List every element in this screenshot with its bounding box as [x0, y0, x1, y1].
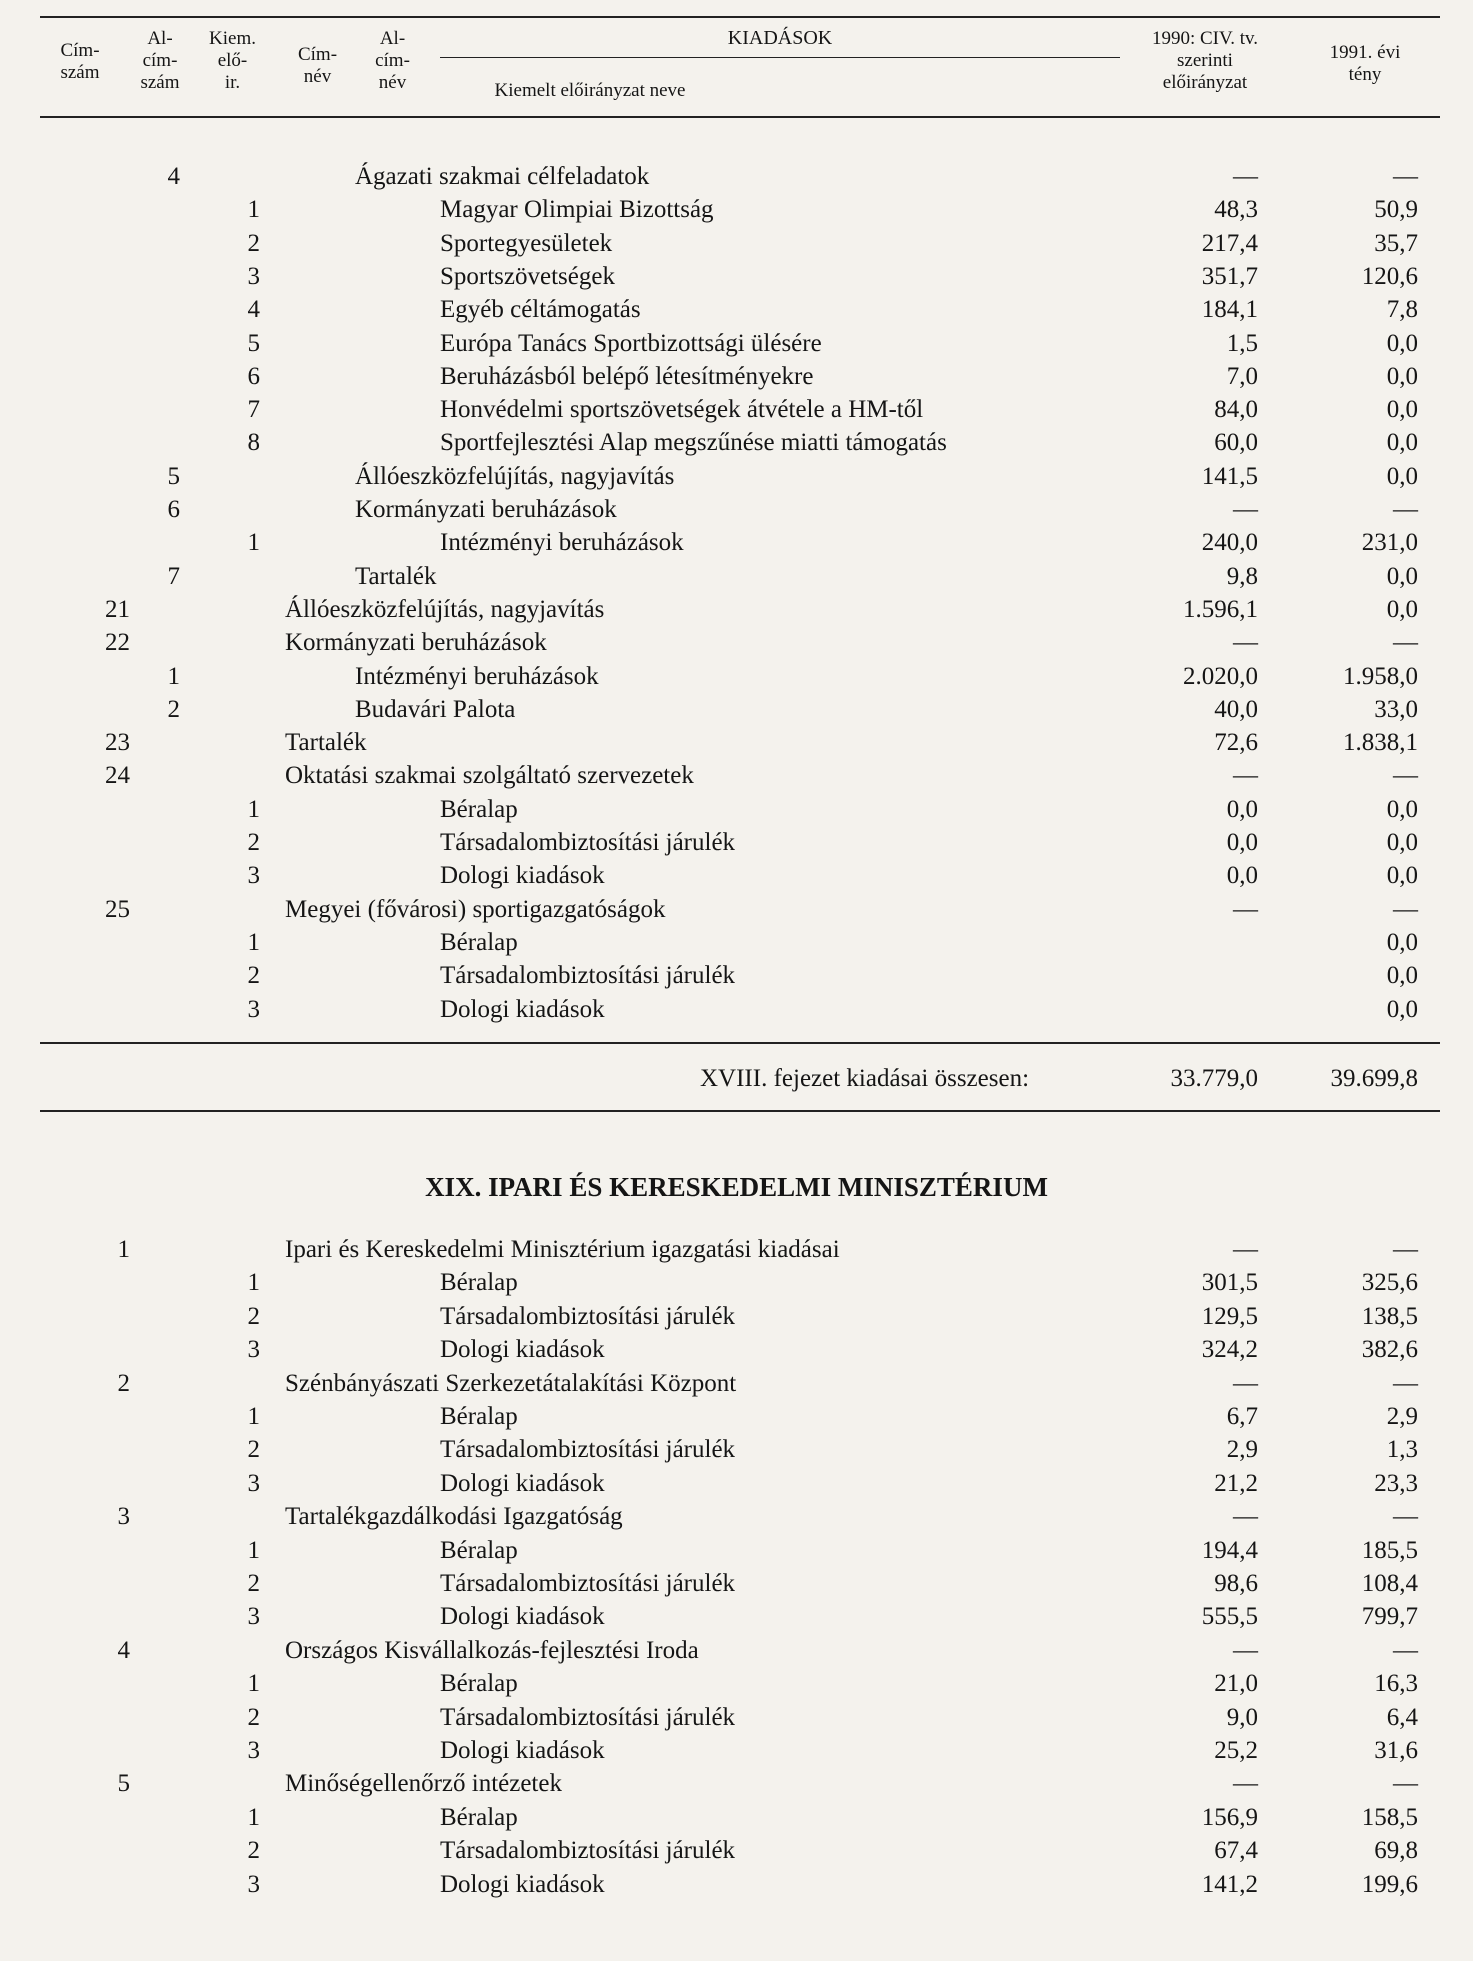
teny-cell: 0,0	[1386, 829, 1418, 856]
table-row	[0, 560, 1473, 593]
teny-cell: 23,3	[1374, 1469, 1418, 1497]
total-top-rule	[40, 1042, 1440, 1044]
eloiranyzat-cell: 2.020,0	[1183, 662, 1258, 690]
name-cell: Társadalombiztosítási járulék	[440, 1302, 736, 1330]
top-rule	[40, 16, 1440, 18]
teny-cell: 1.838,1	[1343, 729, 1418, 757]
eloiranyzat-cell: 184,1	[1201, 296, 1258, 324]
teny-cell: 0,0	[1386, 795, 1418, 823]
kiemelt-cell: 4	[247, 296, 260, 324]
name-cell: Sportszövetségek	[440, 262, 615, 290]
eloiranyzat-cell: 67,4	[1214, 1837, 1258, 1865]
table-row	[0, 726, 1473, 759]
cimszam-cell: 2	[117, 1369, 130, 1397]
name-cell: Magyar Olimpiai Bizottság	[440, 196, 714, 224]
table-row	[0, 493, 1473, 526]
eloiranyzat-cell: 217,4	[1201, 229, 1258, 257]
name-cell: Béralap	[440, 1403, 518, 1430]
teny-cell: —	[1393, 629, 1418, 657]
teny-cell: 158,5	[1361, 1803, 1418, 1831]
kiemelt-cell: 2	[247, 1302, 260, 1330]
header-cimszam: Cím- szám	[60, 40, 100, 83]
kiemelt-cell: 1	[247, 529, 260, 557]
name-cell: Országos Kisvállalkozás-fejlesztési Iroda	[285, 1636, 699, 1664]
eloiranyzat-cell: —	[1233, 1503, 1258, 1531]
teny-cell: —	[1393, 163, 1418, 190]
eloiranyzat-cell: 351,7	[1201, 262, 1258, 290]
table-row	[0, 327, 1473, 360]
table-row	[0, 1701, 1473, 1734]
teny-cell: —	[1393, 1770, 1418, 1798]
header-bottom-rule	[40, 116, 1440, 118]
cimszam-cell: 23	[105, 729, 130, 757]
teny-cell: 33,0	[1374, 695, 1418, 723]
teny-cell: 382,6	[1361, 1336, 1418, 1364]
kiemelt-cell: 2	[247, 962, 260, 990]
kiemelt-cell: 3	[247, 1870, 260, 1898]
kiemelt-cell: 5	[247, 329, 260, 357]
eloiranyzat-cell: 9,8	[1226, 562, 1258, 590]
table-row	[0, 460, 1473, 493]
table-row	[0, 1534, 1473, 1567]
teny-cell: 0,0	[1386, 462, 1418, 490]
eloiranyzat-cell: 555,5	[1201, 1603, 1258, 1631]
eloiranyzat-cell: 48,3	[1214, 196, 1258, 224]
kiemelt-cell: 1	[247, 1803, 260, 1831]
table-row	[0, 227, 1473, 260]
kiemelt-cell: 2	[247, 829, 260, 856]
teny-cell: 1.958,0	[1343, 662, 1418, 690]
name-cell: Megyei (fővárosi) sportigazgatóságok	[285, 895, 666, 923]
teny-cell: 35,7	[1374, 229, 1418, 257]
table-row	[0, 193, 1473, 226]
teny-cell: 0,0	[1386, 995, 1418, 1023]
table-row	[0, 1834, 1473, 1867]
table-row	[0, 1868, 1473, 1901]
table-row	[0, 160, 1473, 193]
alcimszam-cell: 2	[167, 695, 180, 723]
eloiranyzat-cell: 240,0	[1201, 529, 1258, 557]
teny-cell: —	[1393, 1236, 1418, 1263]
cimszam-cell: 5	[117, 1770, 130, 1798]
header-kiadasok: KIADÁSOK	[727, 27, 833, 49]
teny-cell: —	[1393, 895, 1418, 923]
teny-cell: 31,6	[1374, 1737, 1418, 1764]
eloiranyzat-cell: 21,2	[1214, 1469, 1258, 1497]
name-cell: Sportegyesületek	[440, 229, 613, 257]
teny-cell: 231,0	[1361, 529, 1418, 557]
table-row	[0, 893, 1473, 926]
kiemelt-cell: 7	[247, 396, 260, 424]
kiemelt-cell: 1	[247, 1536, 260, 1564]
table-row	[0, 293, 1473, 326]
table-row	[0, 260, 1473, 293]
table-row	[0, 1600, 1473, 1633]
eloiranyzat-cell: 156,9	[1201, 1803, 1258, 1831]
eloiranyzat-cell: 194,4	[1201, 1536, 1258, 1564]
name-cell: Budavári Palota	[355, 695, 516, 723]
name-cell: Béralap	[440, 795, 518, 823]
eloiranyzat-cell: 84,0	[1214, 396, 1258, 424]
table-row	[0, 1233, 1473, 1266]
table-row	[0, 1801, 1473, 1834]
name-cell: Kormányzati beruházások	[355, 496, 617, 523]
name-cell: Dologi kiadások	[440, 1870, 605, 1898]
table-row	[0, 1767, 1473, 1800]
kiemelt-cell: 3	[247, 1469, 260, 1497]
name-cell: Társadalombiztosítási járulék	[440, 1837, 736, 1865]
name-cell: Béralap	[440, 928, 518, 956]
teny-cell: 2,9	[1386, 1403, 1418, 1430]
name-cell: Tartalék	[355, 562, 437, 590]
table-row	[0, 1667, 1473, 1700]
teny-cell: —	[1393, 496, 1418, 523]
eloiranyzat-cell: 0,0	[1226, 795, 1258, 823]
alcimszam-cell: 6	[167, 496, 180, 523]
teny-cell: —	[1393, 762, 1418, 790]
cimszam-cell: 22	[105, 629, 130, 657]
table-row	[0, 526, 1473, 559]
table-row	[0, 926, 1473, 959]
alcimszam-cell: 4	[167, 163, 180, 190]
teny-cell: 0,0	[1386, 962, 1418, 990]
eloiranyzat-cell: 324,2	[1201, 1336, 1258, 1364]
eloiranyzat-cell: 40,0	[1214, 695, 1258, 723]
teny-cell: —	[1393, 1636, 1418, 1664]
name-cell: Béralap	[440, 1670, 518, 1698]
header-teny: 1991. évi tény	[1329, 42, 1401, 85]
header-kiemelt-nev: Kiemelt előirányzat neve	[494, 80, 686, 101]
eloiranyzat-cell: 1,5	[1226, 329, 1258, 357]
header-eloiranyzat: 1990: CIV. tv. szerinti előirányzat	[1151, 28, 1259, 93]
total-value-1991: 39.699,8	[1330, 1065, 1418, 1092]
name-cell: Béralap	[440, 1803, 518, 1831]
name-cell: Intézményi beruházások	[355, 662, 599, 690]
kiemelt-cell: 2	[247, 1837, 260, 1865]
table-row	[0, 859, 1473, 892]
name-cell: Társadalombiztosítási járulék	[440, 1436, 736, 1464]
teny-cell: 799,7	[1361, 1603, 1418, 1631]
teny-cell: 120,6	[1361, 262, 1418, 290]
kiemelt-cell: 6	[247, 362, 260, 390]
teny-cell: 1,3	[1386, 1436, 1418, 1464]
name-cell: Beruházásból belépő létesítményekre	[440, 362, 814, 390]
eloiranyzat-cell: 6,7	[1226, 1403, 1258, 1430]
kiemelt-cell: 1	[247, 1403, 260, 1430]
eloiranyzat-cell: —	[1233, 762, 1258, 790]
teny-cell: 0,0	[1386, 562, 1418, 590]
cimszam-cell: 25	[105, 895, 130, 923]
cimszam-cell: 24	[105, 762, 130, 790]
teny-cell: 6,4	[1386, 1703, 1418, 1731]
eloiranyzat-cell: —	[1233, 629, 1258, 657]
eloiranyzat-cell: 7,0	[1226, 362, 1258, 390]
teny-cell: —	[1393, 1503, 1418, 1531]
eloiranyzat-cell: 141,5	[1201, 462, 1258, 490]
name-cell: Európa Tanács Sportbizottsági ülésére	[440, 329, 822, 357]
total-bottom-rule	[40, 1110, 1440, 1112]
eloiranyzat-cell: 9,0	[1226, 1703, 1258, 1731]
name-cell: Oktatási szakmai szolgáltató szervezetek	[285, 762, 694, 790]
table-row	[0, 759, 1473, 792]
teny-cell: 108,4	[1361, 1570, 1418, 1597]
cimszam-cell: 3	[117, 1503, 130, 1531]
eloiranyzat-cell: —	[1233, 496, 1258, 523]
kiemelt-cell: 3	[247, 862, 260, 890]
name-cell: Állóeszközfelújítás, nagyjavítás	[285, 595, 605, 623]
eloiranyzat-cell: —	[1233, 1770, 1258, 1798]
teny-cell: 0,0	[1386, 429, 1418, 457]
kiemelt-cell: 1	[247, 1670, 260, 1698]
table-row	[0, 993, 1473, 1026]
kiemelt-cell: 2	[247, 1436, 260, 1464]
eloiranyzat-cell: 25,2	[1214, 1737, 1258, 1764]
kiemelt-cell: 1	[247, 795, 260, 823]
eloiranyzat-cell: 0,0	[1226, 829, 1258, 856]
header-alcimszam: Al- cím- szám	[140, 28, 180, 93]
teny-cell: 7,8	[1386, 296, 1418, 324]
table-row	[0, 826, 1473, 859]
header-inner-rule	[440, 57, 1120, 58]
total-row	[0, 1062, 1473, 1095]
table-row	[0, 693, 1473, 726]
eloiranyzat-cell: 2,9	[1226, 1436, 1258, 1464]
kiemelt-cell: 3	[247, 1737, 260, 1764]
name-cell: Ágazati szakmai célfeladatok	[355, 163, 650, 190]
table-row	[0, 1333, 1473, 1366]
table-row	[0, 660, 1473, 693]
name-cell: Kormányzati beruházások	[285, 629, 547, 657]
table-row	[0, 1567, 1473, 1600]
eloiranyzat-cell: —	[1233, 1236, 1258, 1263]
alcimszam-cell: 5	[167, 462, 180, 490]
kiemelt-cell: 3	[247, 1603, 260, 1631]
table-row	[0, 1734, 1473, 1767]
teny-cell: 0,0	[1386, 329, 1418, 357]
kiemelt-cell: 8	[247, 429, 260, 457]
kiemelt-cell: 2	[247, 1570, 260, 1597]
teny-cell: 138,5	[1361, 1302, 1418, 1330]
teny-cell: 0,0	[1386, 928, 1418, 956]
total-label: XVIII. fejezet kiadásai összesen:	[700, 1065, 1030, 1092]
teny-cell: 0,0	[1386, 396, 1418, 424]
eloiranyzat-cell: —	[1233, 1369, 1258, 1397]
table-row	[0, 626, 1473, 659]
alcimszam-cell: 1	[167, 662, 180, 690]
teny-cell: 0,0	[1386, 595, 1418, 623]
name-cell: Minőségellenőrző intézetek	[285, 1770, 562, 1798]
eloiranyzat-cell: 1.596,1	[1183, 595, 1258, 623]
name-cell: Dologi kiadások	[440, 1737, 605, 1764]
eloiranyzat-cell: 141,2	[1201, 1870, 1258, 1898]
name-cell: Dologi kiadások	[440, 995, 605, 1023]
kiemelt-cell: 3	[247, 262, 260, 290]
eloiranyzat-cell: 21,0	[1214, 1670, 1258, 1698]
kiemelt-cell: 1	[247, 1269, 260, 1297]
table-row	[0, 1500, 1473, 1533]
eloiranyzat-cell: —	[1233, 895, 1258, 923]
eloiranyzat-cell: 0,0	[1226, 862, 1258, 890]
eloiranyzat-cell: 60,0	[1214, 429, 1258, 457]
table-row	[0, 793, 1473, 826]
name-cell: Tartalékgazdálkodási Igazgatóság	[285, 1503, 623, 1531]
teny-cell: 50,9	[1374, 196, 1418, 224]
name-cell: Állóeszközfelújítás, nagyjavítás	[355, 462, 675, 490]
eloiranyzat-cell: 98,6	[1214, 1570, 1258, 1597]
teny-cell: 185,5	[1361, 1536, 1418, 1564]
table-row	[0, 1400, 1473, 1433]
teny-cell: 16,3	[1374, 1670, 1418, 1698]
teny-cell: 69,8	[1374, 1837, 1418, 1865]
table-row	[0, 593, 1473, 626]
eloiranyzat-cell: 129,5	[1201, 1302, 1258, 1330]
kiemelt-cell: 2	[247, 1703, 260, 1731]
teny-cell: 199,6	[1361, 1870, 1418, 1898]
name-cell: Társadalombiztosítási járulék	[440, 1570, 736, 1597]
name-cell: Tartalék	[285, 729, 367, 757]
name-cell: Sportfejlesztési Alap megszűnése miatti támogatás	[440, 429, 947, 457]
name-cell: Társadalombiztosítási járulék	[440, 962, 736, 990]
kiemelt-cell: 2	[247, 229, 260, 257]
alcimszam-cell: 7	[167, 562, 180, 590]
name-cell: Intézményi beruházások	[440, 529, 684, 557]
eloiranyzat-cell: 301,5	[1201, 1269, 1258, 1297]
name-cell: Dologi kiadások	[440, 1469, 605, 1497]
total-value-1990: 33.779,0	[1170, 1065, 1258, 1092]
name-cell: Béralap	[440, 1269, 518, 1297]
name-cell: Dologi kiadások	[440, 1603, 605, 1631]
section-title: XIX. IPARI ÉS KERESKEDELMI MINISZTÉRIUM	[425, 1172, 1048, 1202]
table-row	[0, 1634, 1473, 1667]
eloiranyzat-cell: 72,6	[1214, 729, 1258, 757]
name-cell: Egyéb céltámogatás	[440, 296, 641, 324]
name-cell: Dologi kiadások	[440, 1336, 605, 1364]
name-cell: Ipari és Kereskedelmi Minisztérium igazgatási kiadásai	[285, 1236, 840, 1263]
kiemelt-cell: 1	[247, 196, 260, 224]
kiemelt-cell: 3	[247, 1336, 260, 1364]
table-row	[0, 1300, 1473, 1333]
teny-cell: 325,6	[1361, 1269, 1418, 1297]
kiemelt-cell: 3	[247, 995, 260, 1023]
teny-cell: 0,0	[1386, 862, 1418, 890]
name-cell: Honvédelmi sportszövetségek átvétele a HM-től	[440, 396, 924, 424]
kiemelt-cell: 1	[247, 928, 260, 956]
cimszam-cell: 1	[117, 1236, 130, 1263]
cimszam-cell: 4	[117, 1636, 130, 1664]
table-row	[0, 1467, 1473, 1500]
name-cell: Dologi kiadások	[440, 862, 605, 890]
name-cell: Szénbányászati Szerkezetátalakítási Központ	[285, 1369, 737, 1397]
table-row	[0, 1367, 1473, 1400]
eloiranyzat-cell: —	[1233, 1636, 1258, 1664]
header-kiemelt: Kiem. elő- ir.	[209, 28, 256, 93]
eloiranyzat-cell: —	[1233, 163, 1258, 190]
table-row	[0, 426, 1473, 459]
teny-cell: 0,0	[1386, 362, 1418, 390]
name-cell: Béralap	[440, 1536, 518, 1564]
teny-cell: —	[1393, 1369, 1418, 1397]
name-cell: Társadalombiztosítási járulék	[440, 1703, 736, 1731]
header-alcimnev: Al- cím- név	[375, 28, 410, 93]
table-row	[0, 1433, 1473, 1466]
table-row	[0, 393, 1473, 426]
table-row	[0, 959, 1473, 992]
name-cell: Társadalombiztosítási járulék	[440, 829, 736, 856]
table-row	[0, 360, 1473, 393]
table-row	[0, 1266, 1473, 1299]
header-cimnev: Cím- név	[297, 44, 338, 87]
cimszam-cell: 21	[105, 595, 130, 623]
